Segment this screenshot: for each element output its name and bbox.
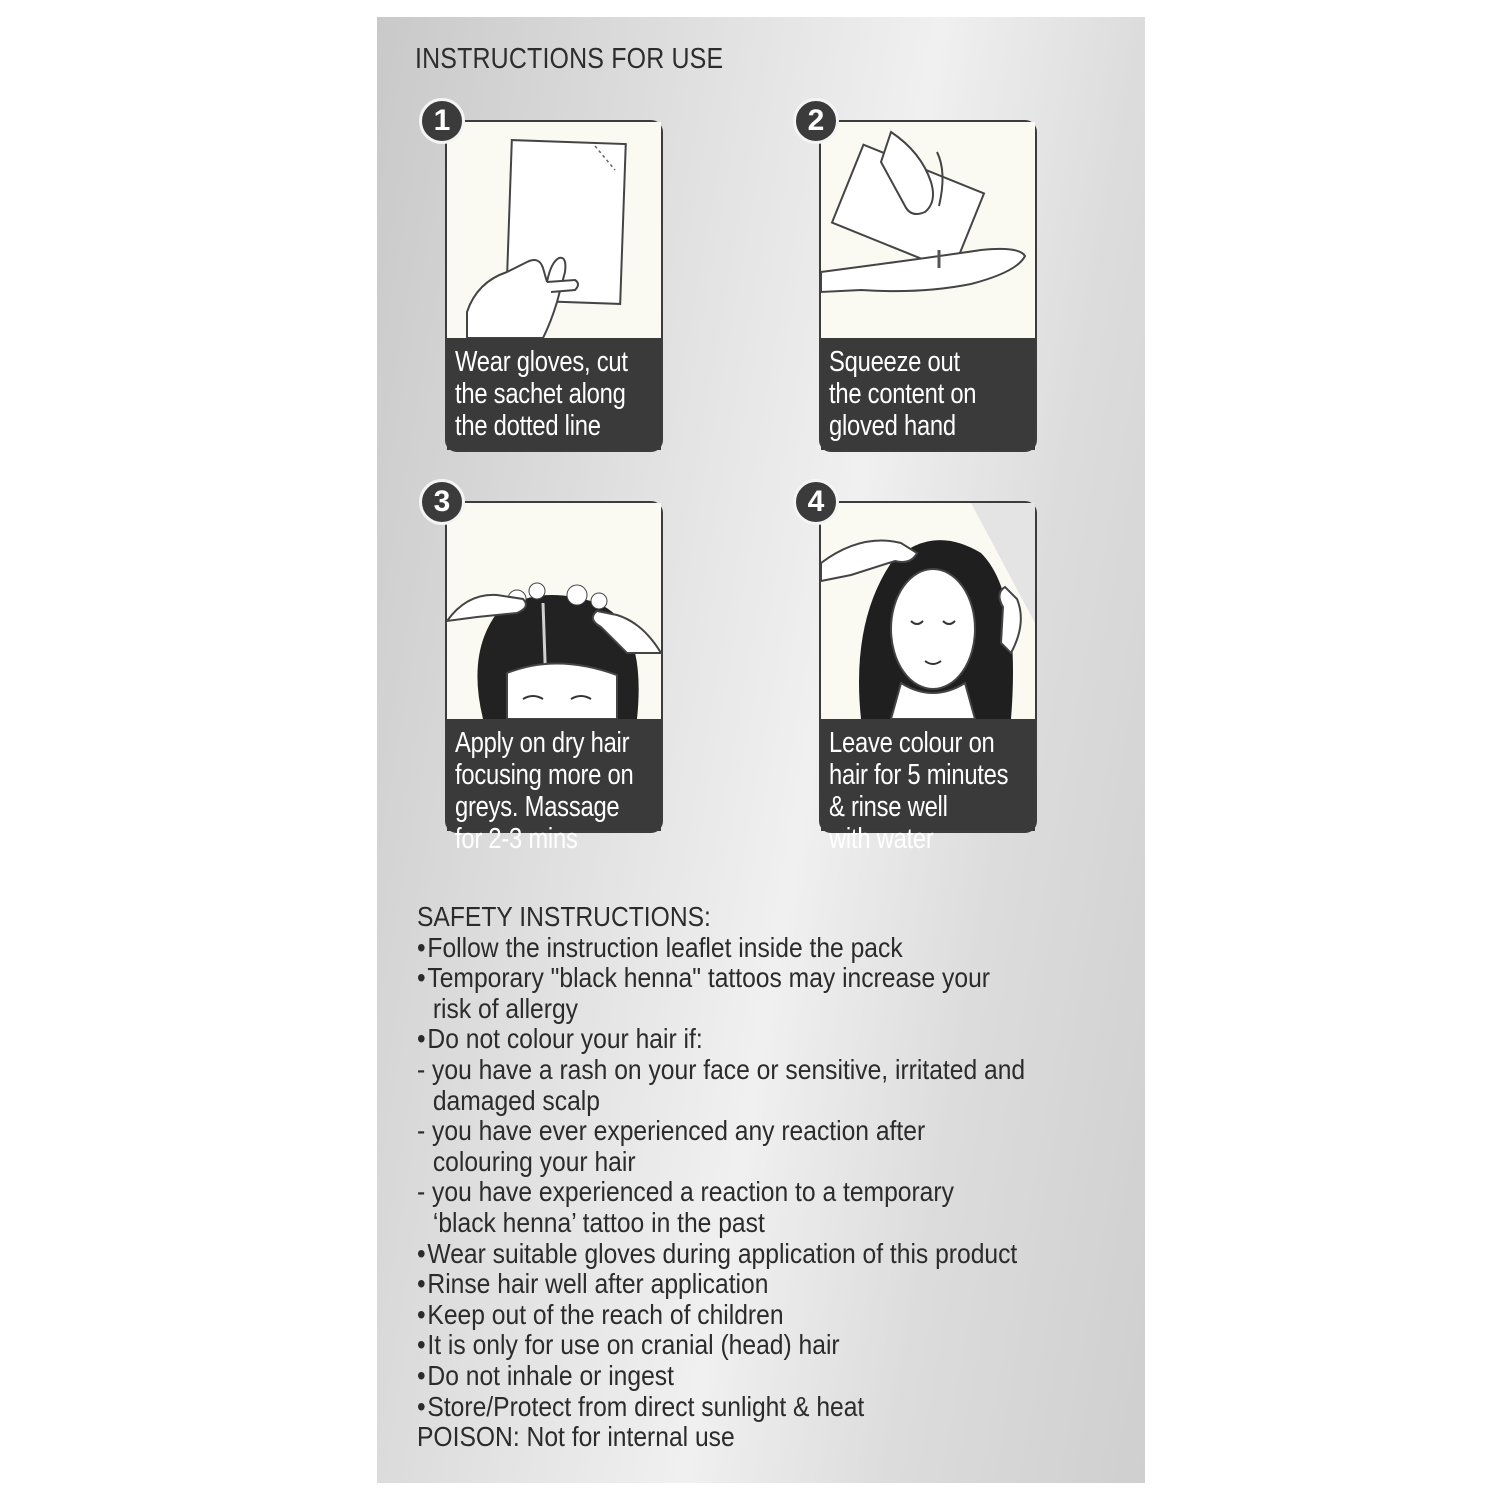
step-4 bbox=[807, 485, 1037, 855]
safety-line: • It is only for use on cranial (head) hair bbox=[417, 1330, 1033, 1361]
caption-line: Squeeze out bbox=[829, 346, 960, 378]
caption-line: the content on bbox=[829, 378, 977, 410]
safety-line: • Do not inhale or ingest bbox=[417, 1361, 1033, 1392]
safety-line: POISON: Not for internal use bbox=[417, 1421, 735, 1453]
step-number-badge: 2 bbox=[793, 98, 839, 144]
step-3 bbox=[433, 485, 663, 855]
caption-line: Apply on dry hair bbox=[455, 727, 630, 759]
step-caption bbox=[447, 719, 661, 855]
caption-line: the dotted line bbox=[455, 410, 601, 442]
instructions-panel bbox=[377, 17, 1145, 1483]
safety-line: • Follow the instruction leaflet inside the pack bbox=[417, 933, 1033, 964]
caption-line: with water bbox=[829, 823, 934, 855]
step-number-badge: 3 bbox=[419, 479, 465, 525]
cut-sachet-illustration bbox=[447, 122, 661, 338]
step-1 bbox=[433, 104, 663, 452]
safety-line: • Keep out of the reach of children bbox=[417, 1300, 1033, 1331]
step-2 bbox=[807, 104, 1037, 452]
step-card bbox=[819, 501, 1037, 855]
safety-title: SAFETY INSTRUCTIONS: bbox=[417, 901, 711, 932]
safety-line: - you have a rash on your face or sensitive, irritated and bbox=[417, 1053, 1026, 1085]
step-caption bbox=[447, 338, 661, 450]
caption-line: focusing more on bbox=[455, 759, 634, 791]
safety-line: risk of allergy bbox=[432, 992, 578, 1024]
step-caption bbox=[821, 338, 1035, 450]
step-card bbox=[819, 120, 1037, 452]
caption-line: Leave colour on bbox=[829, 727, 995, 759]
step-number-badge: 1 bbox=[419, 98, 465, 144]
caption-line: greys. Massage bbox=[455, 791, 620, 823]
safety-line: - you have ever experienced any reaction after bbox=[417, 1115, 926, 1147]
caption-line: gloved hand bbox=[829, 410, 956, 442]
step-number-badge: 4 bbox=[793, 479, 839, 525]
step-card bbox=[445, 120, 663, 452]
safety-list bbox=[417, 933, 1117, 1453]
safety-line: - you have experienced a reaction to a temporary bbox=[417, 1176, 954, 1208]
safety-line: • Wear suitable gloves during application of this product bbox=[417, 1239, 1033, 1270]
step-card bbox=[445, 501, 663, 855]
caption-line: for 2-3 mins bbox=[455, 823, 578, 855]
safety-line: • Store/Protect from direct sunlight & heat bbox=[417, 1392, 1033, 1423]
caption-line: Wear gloves, cut bbox=[455, 346, 628, 378]
safety-line: • Temporary "black henna" tattoos may increase your bbox=[417, 963, 1033, 994]
apply-on-hair-illustration bbox=[447, 503, 661, 719]
instructions-heading: INSTRUCTIONS FOR USE bbox=[415, 43, 724, 75]
rinse-hair-illustration bbox=[821, 503, 1035, 719]
caption-line: & rinse well bbox=[829, 791, 948, 823]
caption-line: the sachet along bbox=[455, 378, 626, 410]
caption-line: hair for 5 minutes bbox=[829, 759, 1009, 791]
safety-line: • Rinse hair well after application bbox=[417, 1269, 1033, 1300]
squeeze-sachet-illustration bbox=[821, 122, 1035, 338]
safety-line: colouring your hair bbox=[432, 1145, 636, 1177]
safety-line: • Do not colour your hair if: bbox=[417, 1024, 1033, 1055]
step-caption bbox=[821, 719, 1035, 855]
safety-line: ‘black henna’ tattoo in the past bbox=[432, 1206, 765, 1238]
safety-instructions bbox=[417, 902, 1117, 1453]
safety-line: damaged scalp bbox=[432, 1084, 600, 1116]
